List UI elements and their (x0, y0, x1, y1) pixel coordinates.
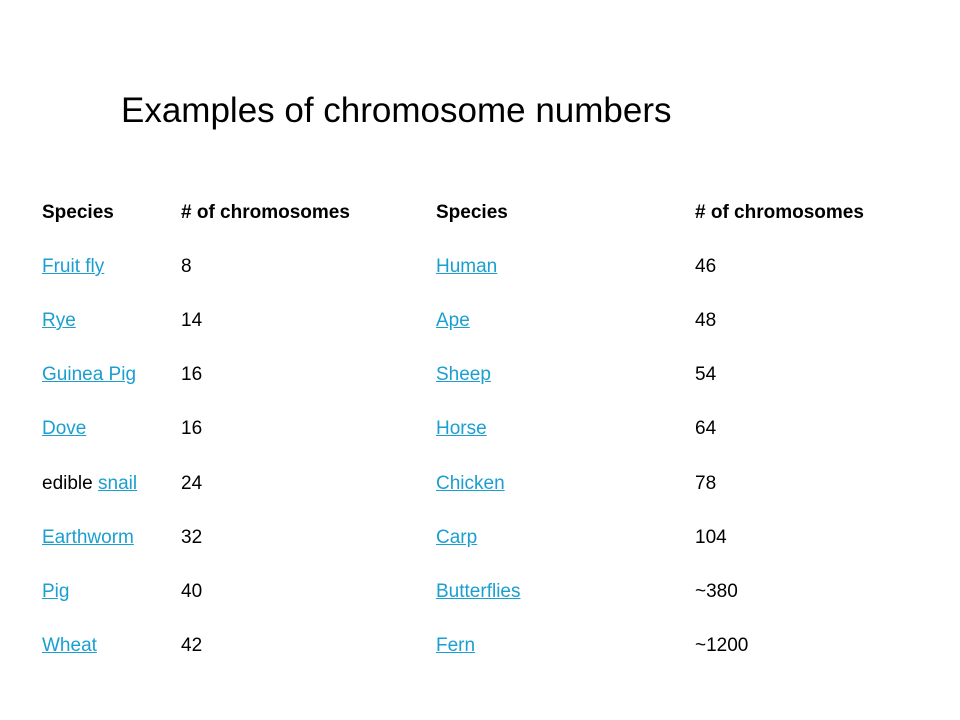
species-link-human[interactable]: Human (436, 256, 498, 277)
left-row-count: 14 (181, 310, 203, 331)
right-row-species (436, 633, 475, 659)
species-link-butterflies[interactable]: Butterflies (436, 581, 521, 602)
species-link-carp[interactable]: Carp (436, 527, 478, 548)
left-row-species (42, 308, 76, 334)
left-row-species (42, 362, 136, 388)
species-link-wheat[interactable]: Wheat (42, 635, 97, 656)
left-row-species (42, 633, 97, 659)
left-row-species (42, 254, 104, 280)
species-link-earthworm[interactable]: Earthworm (42, 527, 134, 548)
left-row-count: 24 (181, 473, 203, 494)
right-row-count: ~380 (695, 581, 738, 602)
species-link-rye[interactable]: Rye (42, 310, 76, 331)
left-species-header: Species (42, 202, 114, 223)
species-link-chicken[interactable]: Chicken (436, 473, 505, 494)
species-link-sheep[interactable]: Sheep (436, 364, 491, 385)
right-row-count: 64 (695, 418, 717, 439)
species-link-guinea-pig[interactable]: Guinea Pig (42, 364, 137, 385)
left-count-header: # of chromosomes (181, 202, 350, 223)
right-row-count: 104 (695, 527, 727, 548)
species-link-horse[interactable]: Horse (436, 418, 487, 439)
left-row-species (42, 416, 86, 442)
right-row-count: ~1200 (695, 635, 749, 656)
left-row-count: 32 (181, 527, 203, 548)
species-link-dove[interactable]: Dove (42, 418, 87, 439)
species-link-fruit-fly[interactable]: Fruit fly (42, 256, 105, 277)
right-row-count: 48 (695, 310, 717, 331)
left-row-species (42, 579, 69, 605)
left-row-species (42, 525, 134, 551)
right-row-species (436, 579, 520, 605)
right-row-species (436, 471, 505, 497)
right-row-species (436, 362, 491, 388)
right-row-count: 78 (695, 473, 717, 494)
right-row-species (436, 308, 470, 334)
species-link-pig[interactable]: Pig (42, 581, 70, 602)
right-row-species (436, 416, 487, 442)
left-row-count: 16 (181, 364, 203, 385)
right-row-count: 46 (695, 256, 717, 277)
left-row-count: 16 (181, 418, 203, 439)
right-row-species (436, 525, 477, 551)
species-link-snail[interactable]: snail (98, 473, 138, 494)
left-row-count: 40 (181, 581, 203, 602)
right-species-header: Species (436, 202, 508, 223)
page-title: Examples of chromosome numbers (121, 91, 672, 130)
right-row-count: 54 (695, 364, 717, 385)
right-row-species (436, 254, 497, 280)
species-prefix: edible (42, 473, 98, 494)
right-count-header: # of chromosomes (695, 202, 864, 223)
species-link-fern[interactable]: Fern (436, 635, 476, 656)
left-row-count: 8 (181, 256, 192, 277)
left-row-count: 42 (181, 635, 203, 656)
species-link-ape[interactable]: Ape (436, 310, 470, 331)
left-row-species (42, 471, 137, 497)
